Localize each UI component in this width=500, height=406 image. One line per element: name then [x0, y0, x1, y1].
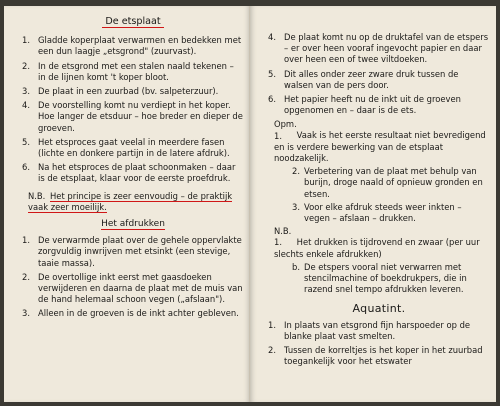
nb-note: N.B. Het principe is zeer eenvoudig – de praktijk vaak zeer moeilijk. [28, 190, 233, 212]
afdrukken-steps [22, 235, 244, 319]
list-item: 3. De plaat in een zuurbad (bv. salpeterzuur). [22, 86, 219, 97]
list-item: 5. Dit alles onder zeer zware druk tussen de walsen van de pers door. [268, 68, 459, 90]
list-item: 4. De plaat komt nu op de druktafel van de etspers – er over heen vooraf ingevocht papier en daar over heen een of twee viltdoeken. [268, 32, 489, 65]
opmerking-item: 2. Verbetering van de plaat met behulp van burijn, droge naald of opnieuw gronden en etsen. [292, 166, 483, 199]
document-spread [4, 6, 496, 402]
right-page [250, 6, 496, 402]
left-page [4, 6, 250, 402]
list-item: 6. Na het etsproces de plaat schoonmaken – daar is de etsplaat, klaar voor de eerste proefdruk. [22, 162, 236, 184]
page-title: De etsplaat [22, 16, 244, 27]
list-item: 1. In plaats van etsgrond fijn harspoeder op de blanke plaat vast smelten. [268, 319, 471, 341]
list-item: 2. In de etsgrond met een stalen naald tekenen – in de lijnen komt 't koper bloot. [22, 60, 234, 82]
section-heading: Het afdrukken [101, 219, 165, 230]
section-heading: Aquatint. [352, 302, 406, 316]
list-item: 4. De voorstelling komt nu verdiept in het koper. Hoe langer de etsduur – hoe breder en dieper de groeven. [22, 100, 243, 133]
list-item: 3. Alleen in de groeven is de inkt achter gebleven. [22, 308, 239, 319]
nb-note-2: b. De etspers vooral niet verwarren met stencilmachine of boekdrukpers, die in razend snel tempo afdrukken leveren. [292, 261, 467, 295]
list-item: 5. Het etsproces gaat veelal in meerdere fasen (lichte en donkere partijn in de latere afdruk). [22, 136, 230, 159]
aquatint-steps [268, 320, 490, 368]
opmerking-item: 3. Voor elke afdruk steeds weer inkten – vegen – afslaan – drukken. [292, 201, 462, 224]
etsplaat-steps [22, 35, 244, 184]
list-item: 6. Het papier heeft nu de inkt uit de groeven opgenomen en – daar is de ets. [268, 94, 461, 116]
list-item: 2. De overtollige inkt eerst met gaasdoeken verwijderen en daarna de plaat met de muis van de hand helemaal schoon vegen („afslaan"). [22, 271, 243, 305]
opmerking: Opm. 1. Vaak is het eerste resultaat niet bevredigend en is verdere bewerking van de etsplaat noodzakelijk. [274, 119, 486, 164]
list-item: 2. Tussen de korreltjes is het koper in het zuurbad toegankelijk voor het etswater [268, 345, 483, 367]
list-item: 1. De verwarmde plaat over de gehele oppervlakte zorgvuldig inwrijven met etsinkt (een stevige, taaie massa). [22, 235, 242, 268]
etsplaat-steps-continued [268, 32, 490, 116]
nb-note-1: N.B. 1. Het drukken is tijdrovend en zwaar (per uur slechts enkele afdrukken) [274, 226, 480, 259]
list-item: 1. Gladde koperplaat verwarmen en bedekken met een dun laagje „etsgrond" (zuurvast). [22, 35, 242, 57]
